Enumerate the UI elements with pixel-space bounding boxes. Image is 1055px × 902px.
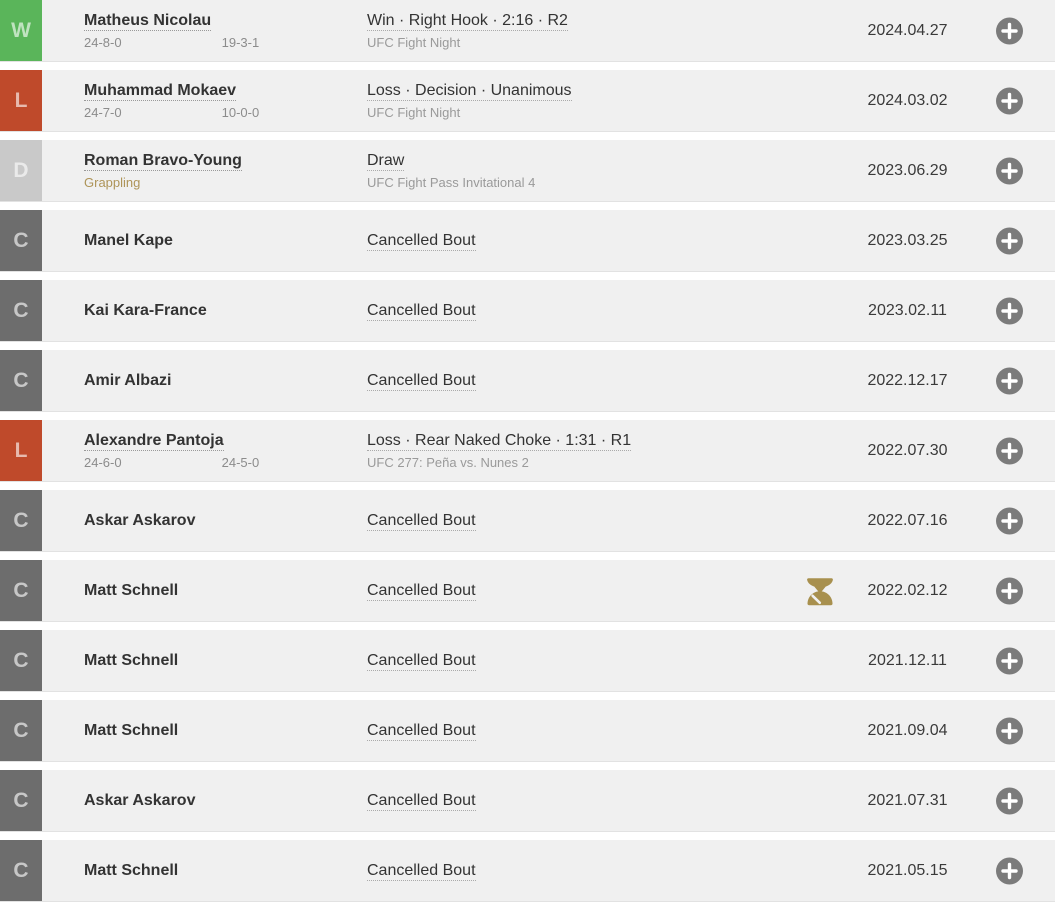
result-link[interactable]: Cancelled Bout — [367, 791, 476, 809]
result-badge — [0, 0, 42, 61]
opponent-column — [84, 280, 362, 341]
result-line — [367, 581, 476, 601]
event-name: UFC Fight Night — [367, 35, 461, 50]
opponent-column — [84, 140, 362, 201]
opponent-column — [84, 700, 362, 761]
expand-button[interactable] — [996, 507, 1023, 534]
result-badge — [0, 70, 42, 131]
plus-circle-icon — [996, 857, 1023, 884]
result-letter: C — [13, 788, 29, 812]
opponent-name-row — [84, 791, 195, 810]
plus-circle-icon — [996, 17, 1023, 44]
result-column — [367, 560, 797, 621]
bout-date: 2022.02.12 — [867, 581, 948, 599]
result-column — [367, 0, 797, 61]
result-badge — [0, 700, 42, 761]
result-link[interactable]: Cancelled Bout — [367, 651, 476, 669]
opponent-column — [84, 560, 362, 621]
result-badge — [0, 420, 42, 481]
result-letter: L — [14, 438, 28, 462]
expand-button[interactable] — [996, 787, 1023, 814]
result-line — [367, 301, 476, 321]
expand-button[interactable] — [996, 157, 1023, 184]
bout-date: 2021.07.31 — [867, 791, 948, 809]
bout-date: 2022.07.16 — [867, 511, 948, 529]
result-column — [367, 630, 797, 691]
opponent-name-row — [84, 651, 178, 670]
bout-type-label: Grappling — [84, 175, 141, 190]
opponent-name: Matt Schnell — [84, 652, 179, 669]
opponent-name-row — [84, 511, 195, 530]
bout-date: 2023.06.29 — [867, 161, 948, 179]
result-column — [367, 700, 797, 761]
result-line — [367, 861, 476, 881]
records-row — [84, 105, 259, 120]
result-letter: W — [11, 18, 31, 42]
result-link[interactable]: Cancelled Bout — [367, 231, 476, 249]
opponent-column — [84, 420, 362, 481]
bout-date: 2021.12.11 — [868, 651, 947, 669]
result-letter: C — [13, 648, 29, 672]
result-badge — [0, 210, 42, 271]
result-line — [367, 431, 631, 451]
opponent-name-row — [84, 11, 211, 31]
plus-circle-icon — [996, 647, 1023, 674]
plus-circle-icon — [996, 227, 1023, 254]
opponent-record: 24-6-0 — [84, 455, 122, 470]
result-column — [367, 420, 797, 481]
opponent-name: Matt Schnell — [84, 582, 179, 599]
opponent-column — [84, 0, 362, 61]
opponent-name-row — [84, 581, 178, 600]
result-line — [367, 511, 476, 531]
opponent-name[interactable]: Roman Bravo-Young — [84, 152, 242, 169]
opponent-name[interactable]: Matheus Nicolau — [84, 12, 212, 29]
opponent-column — [84, 490, 362, 551]
opponent-name: Askar Askarov — [84, 792, 196, 809]
weighing-scale-icon — [802, 574, 838, 608]
fight-row — [0, 420, 1055, 482]
expand-button[interactable] — [996, 227, 1023, 254]
fighter-record: 10-0-0 — [221, 105, 260, 120]
opponent-record: 24-7-0 — [84, 105, 122, 120]
fight-row — [0, 490, 1055, 552]
opponent-name: Askar Askarov — [84, 512, 196, 529]
fight-row — [0, 0, 1055, 62]
opponent-name-row — [84, 721, 178, 740]
result-link[interactable]: Cancelled Bout — [367, 581, 476, 599]
result-letter: C — [13, 298, 29, 322]
expand-button[interactable] — [996, 87, 1023, 114]
opponent-column — [84, 840, 362, 901]
result-badge — [0, 840, 42, 901]
result-line — [367, 721, 476, 741]
bout-date: 2023.03.25 — [867, 231, 948, 249]
bout-date: 2022.12.17 — [867, 371, 948, 389]
expand-button[interactable] — [996, 297, 1023, 324]
fight-row — [0, 280, 1055, 342]
expand-button[interactable] — [996, 857, 1023, 884]
plus-circle-icon — [996, 367, 1023, 394]
bout-date: 2021.05.15 — [867, 861, 948, 879]
fight-row — [0, 770, 1055, 832]
result-line — [367, 371, 476, 391]
expand-button[interactable] — [996, 647, 1023, 674]
opponent-record: 24-8-0 — [84, 35, 122, 50]
bout-date: 2021.09.04 — [867, 721, 948, 739]
fight-row — [0, 840, 1055, 902]
result-badge — [0, 490, 42, 551]
result-letter: C — [13, 508, 29, 532]
opponent-name[interactable]: Muhammad Mokaev — [84, 82, 237, 99]
opponent-name: Matt Schnell — [84, 722, 179, 739]
result-link[interactable]: Draw — [367, 152, 405, 169]
plus-circle-icon — [996, 437, 1023, 464]
result-link[interactable]: Loss · Rear Naked Choke · 1:31 · R1 — [367, 432, 632, 449]
result-column — [367, 140, 797, 201]
event-name: UFC Fight Pass Invitational 4 — [367, 175, 536, 190]
result-link[interactable]: Loss · Decision · Unanimous — [367, 82, 572, 99]
result-link[interactable]: Cancelled Bout — [367, 861, 476, 879]
fight-row — [0, 560, 1055, 622]
opponent-name: Amir Albazi — [84, 372, 172, 389]
result-badge — [0, 770, 42, 831]
fight-row — [0, 350, 1055, 412]
opponent-name-row — [84, 301, 207, 320]
bout-date: 2024.03.02 — [867, 91, 948, 109]
opponent-name-row — [84, 431, 224, 451]
fight-row — [0, 630, 1055, 692]
result-badge — [0, 630, 42, 691]
result-line — [367, 11, 568, 31]
opponent-column — [84, 770, 362, 831]
opponent-name[interactable]: Alexandre Pantoja — [84, 432, 224, 449]
result-line — [367, 651, 476, 671]
opponent-name-row — [84, 81, 236, 101]
result-letter: C — [13, 858, 29, 882]
result-letter: L — [14, 88, 28, 112]
opponent-column — [84, 350, 362, 411]
missed-weight-indicator — [798, 560, 842, 621]
result-line — [367, 791, 476, 811]
expand-button[interactable] — [996, 437, 1023, 464]
expand-button[interactable] — [996, 367, 1023, 394]
result-badge — [0, 280, 42, 341]
expand-button[interactable] — [996, 577, 1023, 604]
result-column — [367, 350, 797, 411]
opponent-name-row — [84, 371, 171, 390]
records-row — [84, 455, 259, 470]
plus-circle-icon — [996, 157, 1023, 184]
plus-circle-icon — [996, 577, 1023, 604]
result-link[interactable]: Cancelled Bout — [367, 511, 476, 529]
opponent-name: Kai Kara-France — [84, 302, 207, 319]
result-column — [367, 280, 797, 341]
result-column — [367, 770, 797, 831]
fighter-record: 19-3-1 — [221, 35, 260, 50]
result-column — [367, 210, 797, 271]
expand-button[interactable] — [996, 17, 1023, 44]
event-name: UFC Fight Night — [367, 105, 461, 120]
opponent-column — [84, 630, 362, 691]
result-link[interactable]: Cancelled Bout — [367, 301, 476, 319]
fight-row — [0, 140, 1055, 202]
expand-button[interactable] — [996, 717, 1023, 744]
result-column — [367, 70, 797, 131]
plus-circle-icon — [996, 507, 1023, 534]
result-link[interactable]: Cancelled Bout — [367, 721, 476, 739]
fight-row — [0, 700, 1055, 762]
result-badge — [0, 140, 42, 201]
plus-circle-icon — [996, 787, 1023, 814]
plus-circle-icon — [996, 717, 1023, 744]
fighter-record: 24-5-0 — [221, 455, 260, 470]
result-letter: D — [13, 158, 29, 182]
result-line — [367, 151, 404, 171]
plus-circle-icon — [996, 87, 1023, 114]
result-letter: C — [13, 578, 29, 602]
opponent-name-row — [84, 151, 242, 171]
opponent-name: Matt Schnell — [84, 862, 179, 879]
result-line — [367, 231, 476, 251]
bout-date: 2024.04.27 — [867, 21, 948, 39]
event-name: UFC 277: Peña vs. Nunes 2 — [367, 455, 529, 470]
fight-row — [0, 210, 1055, 272]
result-badge — [0, 560, 42, 621]
bout-date: 2022.07.30 — [867, 441, 948, 459]
result-badge — [0, 350, 42, 411]
fight-row — [0, 70, 1055, 132]
records-row — [84, 175, 140, 190]
opponent-column — [84, 210, 362, 271]
result-column — [367, 840, 797, 901]
records-row — [84, 35, 259, 50]
plus-circle-icon — [996, 297, 1023, 324]
result-letter: C — [13, 368, 29, 392]
bout-date: 2023.02.11 — [868, 301, 947, 319]
result-link[interactable]: Win · Right Hook · 2:16 · R2 — [367, 12, 568, 29]
result-line — [367, 81, 572, 101]
opponent-name-row — [84, 861, 178, 880]
result-link[interactable]: Cancelled Bout — [367, 371, 476, 389]
opponent-name: Manel Kape — [84, 232, 173, 249]
opponent-name-row — [84, 231, 173, 250]
result-column — [367, 490, 797, 551]
result-letter: C — [13, 718, 29, 742]
opponent-column — [84, 70, 362, 131]
result-letter: C — [13, 228, 29, 252]
